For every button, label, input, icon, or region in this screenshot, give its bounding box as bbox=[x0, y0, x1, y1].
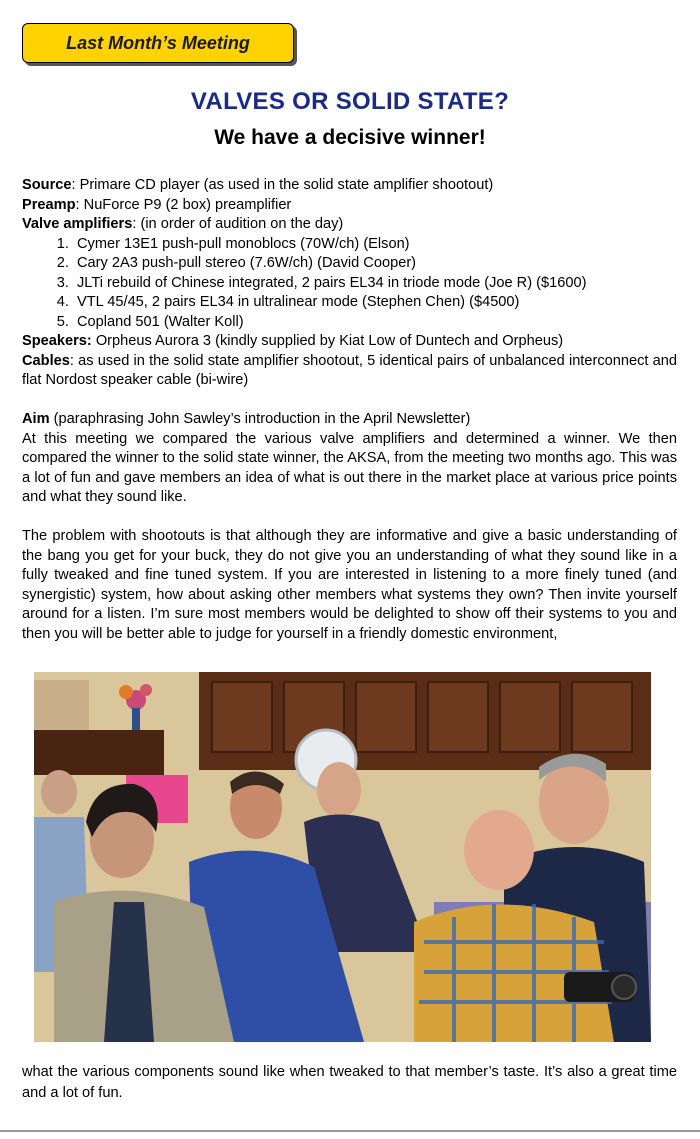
valve-amps-line bbox=[22, 215, 677, 235]
list-item: 2. Cary 2A3 push-pull stereo (7.6W/ch) (David Cooper) bbox=[73, 254, 677, 274]
cables-label: Cables bbox=[22, 352, 70, 369]
source-line bbox=[22, 176, 677, 196]
aim-paragraph: At this meeting we compared the various valve amplifiers and determined a winner. We then compared the winner to the solid state winner, the AKSA, from the meeting two months ago. This was a lot of fun and gave members an idea of what is out there in the market place at various price points and what they sound like. bbox=[22, 430, 677, 505]
preamp-text: : NuForce P9 (2 box) preamplifier bbox=[75, 196, 292, 213]
aim-line bbox=[22, 410, 677, 430]
continuation-paragraph: what the various components sound like when tweaked to that member’s taste. It’s also a great time and a lot of fun. bbox=[22, 1064, 677, 1101]
article-body bbox=[22, 176, 677, 644]
valve-amps-text: : (in order of audition on the day) bbox=[132, 216, 344, 232]
source-label: Source bbox=[22, 177, 72, 193]
article-title: VALVES OR SOLID STATE? bbox=[190, 88, 510, 115]
source-text: : Primare CD player (as used in the solid state amplifier shootout) bbox=[71, 177, 494, 193]
preamp-label: Preamp bbox=[22, 196, 76, 213]
preamp-line bbox=[22, 196, 677, 216]
speakers-label: Speakers: bbox=[22, 333, 92, 349]
list-item: 1. Cymer 13E1 push-pull monoblocs (70W/ch) (Elson) bbox=[73, 235, 677, 255]
page-divider bbox=[0, 1130, 700, 1132]
list-item: 4. VTL 45/45, 2 pairs EL34 in ultralinear mode (Stephen Chen) ($4500) bbox=[73, 293, 677, 313]
amplifier-list bbox=[22, 235, 677, 333]
problem-paragraph: The problem with shootouts is that although they are informative and give a basic understanding of the bang you get for your buck, they do not give you an understanding of what they sound like in a fully tweaked and fine tuned system. If you are interested in listening to a more finely tuned (and synergistic) system, how about asking other members what systems they own? Then invite yourself around for a listen. I’m sure most members would be delighted to show off their systems to you and then you will be better able to judge for yourself in a friendly domestic environment, bbox=[22, 528, 677, 642]
cables-line bbox=[22, 352, 677, 391]
article-subtitle: We have a decisive winner! bbox=[214, 126, 486, 149]
section-banner: Last Month’s Meeting bbox=[22, 23, 294, 63]
meeting-photo bbox=[34, 672, 651, 1042]
aim-text: (paraphrasing John Sawley’s introduction in the April Newsletter) bbox=[49, 411, 471, 427]
valve-amps-label: Valve amplifiers bbox=[22, 216, 133, 232]
cables-text: : as used in the solid state amplifier shootout, 5 identical pairs of unbalanced interconnect and flat Nordost speaker cable (bi-wire) bbox=[22, 352, 677, 388]
speakers-line bbox=[22, 332, 677, 352]
list-item: 5. Copland 501 (Walter Koll) bbox=[73, 313, 677, 333]
list-item: 3. JLTi rebuild of Chinese integrated, 2 pairs EL34 in triode mode (Joe R) ($1600) bbox=[73, 274, 677, 294]
speakers-text: Orpheus Aurora 3 (kindly supplied by Kiat Low of Duntech and Orpheus) bbox=[91, 333, 564, 349]
aim-label: Aim bbox=[22, 411, 50, 427]
